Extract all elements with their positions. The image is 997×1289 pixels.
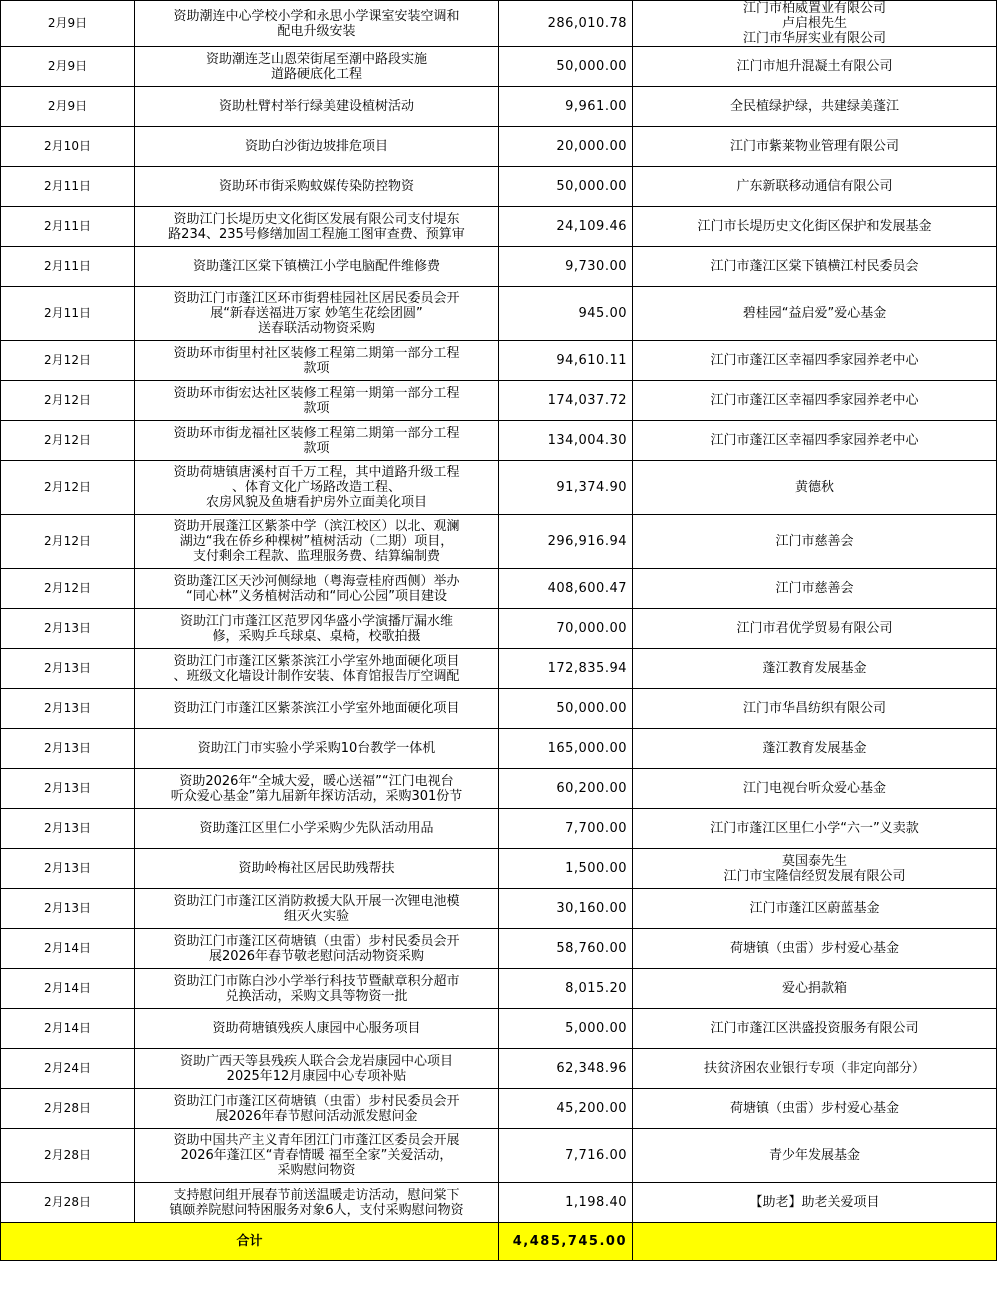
- project-cell: [135, 1129, 499, 1183]
- table-row: [1, 167, 997, 207]
- project-line: 展“新春送福进万家 妙笔生花绘团圆”: [210, 306, 423, 321]
- donor-cell: [633, 689, 997, 729]
- date-cell: 2月28日: [1, 1089, 135, 1129]
- amount-cell: 286,010.78: [499, 1, 633, 47]
- donor-line: 全民植绿护绿，共建绿美蓬江: [729, 99, 899, 114]
- donor-line: 蓬江教育发展基金: [762, 741, 867, 756]
- project-line: 听众爱心基金”第九届新年探访活动，采购301份节: [170, 788, 463, 804]
- table-row: [1, 569, 997, 609]
- amount-cell: 20,000.00: [499, 127, 633, 167]
- table-row: [1, 809, 997, 849]
- table-row: [1, 649, 997, 689]
- project-text: [139, 99, 494, 114]
- donor-line: 江门市蓬江区里仁小学“六一”义卖款: [710, 821, 919, 836]
- donor-line: 江门市蓬江区洪盛投资服务有限公司: [710, 1021, 919, 1036]
- donor-cell: [633, 569, 997, 609]
- donor-line: 江门电视台听众爱心基金: [742, 781, 886, 796]
- donor-cell: [633, 769, 997, 809]
- project-text: [139, 519, 494, 564]
- donor-line: 江门市旭升混凝土有限公司: [736, 59, 893, 74]
- table-row: [1, 1009, 997, 1049]
- project-cell: [135, 929, 499, 969]
- project-line: 资助环市街龙福社区装修工程第二期第一部分工程: [173, 425, 460, 441]
- date-cell: 2月11日: [1, 247, 135, 287]
- project-cell: [135, 87, 499, 127]
- total-amount: 4,485,745.00: [499, 1223, 633, 1261]
- table-row: [1, 341, 997, 381]
- project-text: [139, 654, 494, 684]
- table-row: [1, 929, 997, 969]
- project-line: 资助环市街宏达社区装修工程第一期第一部分工程: [173, 385, 460, 401]
- project-text: [139, 614, 494, 644]
- project-text: [139, 574, 494, 604]
- date-cell: 2月13日: [1, 609, 135, 649]
- table-row: [1, 689, 997, 729]
- amount-cell: 1,198.40: [499, 1183, 633, 1223]
- project-text: [139, 426, 494, 456]
- project-cell: [135, 167, 499, 207]
- project-cell: [135, 569, 499, 609]
- amount-cell: 50,000.00: [499, 167, 633, 207]
- donor-cell: [633, 47, 997, 87]
- project-cell: [135, 515, 499, 569]
- donor-line: 江门市华屏实业有限公司: [742, 31, 886, 46]
- table-body: [1, 1, 997, 1223]
- project-line: 展2026年春节慰问活动派发慰问金: [215, 1108, 418, 1124]
- project-line: 资助环市街里村社区装修工程第二期第一部分工程: [173, 345, 460, 361]
- project-text: [139, 861, 494, 876]
- project-text: [139, 465, 494, 510]
- date-cell: 2月14日: [1, 969, 135, 1009]
- project-line: “同心林”义务植树活动和“同心公园”项目建设: [186, 588, 447, 604]
- table-row: [1, 87, 997, 127]
- donor-line: 江门市宝隆信经贸发展有限公司: [723, 868, 906, 884]
- project-line: 、体育文化广场路改造工程、: [231, 480, 401, 495]
- table-row: [1, 1183, 997, 1223]
- project-line: 组灭火实验: [283, 908, 349, 924]
- project-line: 资助中国共产主义青年团江门市蓬江区委员会开展: [173, 1133, 460, 1148]
- donor-line: 江门市紫莱物业管理有限公司: [729, 139, 899, 154]
- project-line: 资助2026年“全城大爱，暖心送福”“江门电视台: [179, 773, 454, 789]
- total-blank: [633, 1223, 997, 1261]
- project-cell: [135, 609, 499, 649]
- project-line: 资助潮连中心学校小学和永思小学课室安装空调和: [173, 8, 460, 24]
- donor-line: 江门市蓬江区蔚蓝基金: [749, 901, 880, 916]
- project-cell: [135, 421, 499, 461]
- table-row: [1, 609, 997, 649]
- project-line: 资助荷塘镇残疾人康园中心服务项目: [212, 1021, 421, 1036]
- date-cell: 2月11日: [1, 207, 135, 247]
- donor-cell: [633, 87, 997, 127]
- project-line: 兑换活动，采购文具等物资一批: [225, 988, 408, 1004]
- date-cell: 2月14日: [1, 1009, 135, 1049]
- amount-cell: 91,374.90: [499, 461, 633, 515]
- project-text: [139, 701, 494, 716]
- donor-cell: [633, 127, 997, 167]
- table-row: [1, 421, 997, 461]
- project-line: 资助广西天等县残疾人联合会龙岩康园中心项目: [179, 1053, 453, 1069]
- project-text: [139, 291, 494, 336]
- date-cell: 2月12日: [1, 461, 135, 515]
- project-cell: [135, 809, 499, 849]
- project-line: 支持慰问组开展春节前送温暖走访活动，慰问棠下: [173, 1187, 460, 1203]
- project-line: 资助蓬江区棠下镇横江小学电脑配件维修费: [192, 259, 440, 274]
- project-text: [139, 1054, 494, 1084]
- project-text: [139, 774, 494, 804]
- donor-line: 江门市慈善会: [775, 581, 854, 596]
- project-line: 款项: [303, 360, 330, 376]
- table-row: [1, 1089, 997, 1129]
- project-line: 道路硬底化工程: [270, 66, 362, 82]
- project-line: 资助蓬江区天沙河侧绿地（粤海壹桂府西侧）举办: [173, 573, 460, 589]
- amount-cell: 8,015.20: [499, 969, 633, 1009]
- table-row: [1, 381, 997, 421]
- project-line: 资助江门市蓬江区消防救援大队开展一次锂电池模: [173, 893, 460, 909]
- project-text: [139, 894, 494, 924]
- date-cell: 2月13日: [1, 889, 135, 929]
- date-cell: 2月9日: [1, 47, 135, 87]
- amount-cell: 45,200.00: [499, 1089, 633, 1129]
- donor-cell: [633, 849, 997, 889]
- project-cell: [135, 461, 499, 515]
- date-cell: 2月12日: [1, 515, 135, 569]
- project-line: 资助杜臂村举行绿美建设植树活动: [218, 99, 414, 114]
- project-line: 资助开展蓬江区紫茶中学（滨江校区）以北、观澜: [173, 519, 460, 534]
- donor-line: 青少年发展基金: [768, 1148, 860, 1163]
- donor-cell: [633, 1, 997, 47]
- date-cell: 2月13日: [1, 689, 135, 729]
- project-line: 路234、235号修缮加固工程施工图审查费、预算审: [168, 226, 465, 242]
- table-row: [1, 127, 997, 167]
- donor-line: 黄德秋: [794, 480, 834, 495]
- donor-line: 江门市君优学贸易有限公司: [736, 621, 893, 636]
- project-line: 资助白沙街边坡排危项目: [244, 139, 388, 154]
- donor-cell: [633, 929, 997, 969]
- project-cell: [135, 341, 499, 381]
- donor-cell: [633, 207, 997, 247]
- project-line: 送春联活动物资采购: [257, 321, 375, 336]
- project-text: [139, 1133, 494, 1178]
- project-text: [139, 741, 494, 756]
- amount-cell: 5,000.00: [499, 1009, 633, 1049]
- project-cell: [135, 849, 499, 889]
- table-row: [1, 969, 997, 1009]
- project-line: 资助江门市蓬江区范罗冈华盛小学演播厅漏水维: [179, 613, 453, 629]
- date-cell: 2月12日: [1, 341, 135, 381]
- project-line: 资助蓬江区里仁小学采购少先队活动用品: [199, 821, 434, 836]
- project-line: 资助江门市蓬江区环市街碧桂园社区居民委员会开: [173, 291, 460, 306]
- date-cell: 2月10日: [1, 127, 135, 167]
- project-cell: [135, 247, 499, 287]
- project-line: 资助江门市蓬江区紫茶滨江小学室外地面硬化项目: [173, 653, 460, 669]
- date-cell: 2月12日: [1, 381, 135, 421]
- project-line: 修，采购乒乓球桌、桌椅，校歌拍摄: [212, 628, 421, 644]
- total-label: 合计: [1, 1223, 499, 1261]
- amount-cell: 9,961.00: [499, 87, 633, 127]
- project-line: 、班级文化墙设计制作安装、体育馆报告厅空调配: [173, 668, 460, 684]
- donor-line: 江门市慈善会: [775, 534, 854, 549]
- donor-line: 荷塘镇（虫雷）步村爱心基金: [729, 941, 899, 956]
- project-cell: [135, 207, 499, 247]
- donor-line: 江门市蓬江区幸福四季家园养老中心: [710, 393, 919, 408]
- project-cell: [135, 1183, 499, 1223]
- donor-cell: [633, 515, 997, 569]
- project-line: 支付剩余工程款、监理服务费、结算编制费: [192, 549, 440, 564]
- donor-cell: [633, 1183, 997, 1223]
- donor-cell: [633, 729, 997, 769]
- donor-cell: [633, 889, 997, 929]
- project-text: [139, 1188, 494, 1218]
- project-text: [139, 139, 494, 154]
- project-cell: [135, 1, 499, 47]
- project-text: [139, 259, 494, 274]
- donor-cell: [633, 341, 997, 381]
- project-cell: [135, 127, 499, 167]
- table-row: [1, 247, 997, 287]
- project-text: [139, 346, 494, 376]
- amount-cell: 7,716.00: [499, 1129, 633, 1183]
- donor-line: 【助老】助老关爱项目: [749, 1195, 880, 1210]
- amount-cell: 1,500.00: [499, 849, 633, 889]
- project-line: 配电升级安装: [277, 23, 356, 39]
- amount-cell: 174,037.72: [499, 381, 633, 421]
- project-text: [139, 821, 494, 836]
- project-text: [139, 179, 494, 194]
- amount-cell: 134,004.30: [499, 421, 633, 461]
- project-cell: [135, 287, 499, 341]
- amount-cell: 172,835.94: [499, 649, 633, 689]
- donor-line: 爱心捐款箱: [781, 981, 847, 996]
- table-row: [1, 769, 997, 809]
- project-text: [139, 1094, 494, 1124]
- project-cell: [135, 1009, 499, 1049]
- date-cell: 2月9日: [1, 87, 135, 127]
- date-cell: 2月13日: [1, 849, 135, 889]
- donor-cell: [633, 167, 997, 207]
- project-line: 展2026年春节敬老慰问活动物资采购: [208, 948, 425, 964]
- donor-cell: [633, 287, 997, 341]
- donor-cell: [633, 421, 997, 461]
- amount-cell: 50,000.00: [499, 689, 633, 729]
- date-cell: 2月11日: [1, 167, 135, 207]
- table-row: [1, 461, 997, 515]
- donor-line: 荷塘镇（虫雷）步村爱心基金: [729, 1101, 899, 1116]
- donor-line: 卢启根先生: [781, 16, 847, 31]
- project-line: 资助江门市蓬江区荷塘镇（虫雷）步村民委员会开: [173, 1093, 460, 1109]
- date-cell: 2月11日: [1, 287, 135, 341]
- donor-cell: [633, 809, 997, 849]
- project-line: 镇颐养院慰问特困服务对象6人，支付采购慰问物资: [169, 1202, 464, 1218]
- donor-line: 江门市柏威置业有限公司: [742, 1, 886, 16]
- donor-line: 广东新联移动通信有限公司: [736, 179, 893, 194]
- project-cell: [135, 381, 499, 421]
- project-line: 资助江门市蓬江区紫茶滨江小学室外地面硬化项目: [173, 701, 460, 716]
- project-line: 资助江门市实验小学采购10台教学一体机: [197, 741, 436, 756]
- project-cell: [135, 969, 499, 1009]
- date-cell: 2月28日: [1, 1129, 135, 1183]
- donor-cell: [633, 247, 997, 287]
- donor-cell: [633, 461, 997, 515]
- date-cell: 2月9日: [1, 1, 135, 47]
- project-cell: [135, 729, 499, 769]
- donor-cell: [633, 1129, 997, 1183]
- donor-cell: [633, 1089, 997, 1129]
- project-text: [139, 212, 494, 242]
- date-cell: 2月12日: [1, 569, 135, 609]
- amount-cell: 24,109.46: [499, 207, 633, 247]
- amount-cell: 58,760.00: [499, 929, 633, 969]
- amount-cell: 62,348.96: [499, 1049, 633, 1089]
- amount-cell: 9,730.00: [499, 247, 633, 287]
- project-line: 资助江门市陈白沙小学举行科技节暨献章积分超市: [173, 973, 460, 989]
- amount-cell: 296,916.94: [499, 515, 633, 569]
- project-line: 农房风貌及鱼塘看护房外立面美化项目: [205, 495, 427, 510]
- project-cell: [135, 1089, 499, 1129]
- table-row: [1, 1049, 997, 1089]
- date-cell: 2月12日: [1, 421, 135, 461]
- project-line: 资助荷塘镇唐溪村百千万工程，其中道路升级工程: [173, 465, 460, 480]
- donor-line: 江门市蓬江区棠下镇横江村民委员会: [710, 259, 919, 274]
- donor-cell: [633, 649, 997, 689]
- donor-cell: [633, 1049, 997, 1089]
- table-row: [1, 47, 997, 87]
- project-line: 款项: [303, 440, 330, 456]
- project-text: [139, 52, 494, 82]
- project-cell: [135, 889, 499, 929]
- table-row: [1, 287, 997, 341]
- project-line: 资助潮连芝山恩荣街尾至潮中路段实施: [205, 51, 427, 67]
- amount-cell: 165,000.00: [499, 729, 633, 769]
- donor-cell: [633, 969, 997, 1009]
- donor-line: 碧桂园“益启爱”爱心基金: [742, 306, 887, 321]
- date-cell: 2月24日: [1, 1049, 135, 1089]
- date-cell: 2月28日: [1, 1183, 135, 1223]
- amount-cell: 70,000.00: [499, 609, 633, 649]
- total-row: [1, 1223, 997, 1261]
- amount-cell: 50,000.00: [499, 47, 633, 87]
- project-line: 资助环市街采购蚊媒传染防控物资: [218, 179, 414, 194]
- project-line: 资助江门市蓬江区荷塘镇（虫雷）步村民委员会开: [173, 933, 460, 949]
- date-cell: 2月13日: [1, 769, 135, 809]
- project-line: 湖边“我在侨乡种棵树”植树活动（二期）项目，: [179, 534, 454, 549]
- table-row: [1, 207, 997, 247]
- project-cell: [135, 689, 499, 729]
- table-row: [1, 729, 997, 769]
- amount-cell: 60,200.00: [499, 769, 633, 809]
- donor-line: 蓬江教育发展基金: [762, 661, 867, 676]
- project-line: 采购慰问物资: [277, 1163, 356, 1178]
- project-line: 2026年蓬江区“青春情暖 福至全家”关爱活动，: [180, 1148, 453, 1163]
- project-line: 款项: [303, 400, 330, 416]
- project-line: 2025年12月康园中心专项补贴: [226, 1068, 407, 1084]
- amount-cell: 945.00: [499, 287, 633, 341]
- project-line: 资助岭梅社区居民助残帮扶: [238, 861, 395, 876]
- project-line: 资助江门长堤历史文化街区发展有限公司支付堤东: [173, 211, 460, 227]
- date-cell: 2月14日: [1, 929, 135, 969]
- project-cell: [135, 47, 499, 87]
- donor-line: 江门市长堤历史文化街区保护和发展基金: [697, 219, 932, 234]
- project-text: [139, 9, 494, 39]
- amount-cell: 30,160.00: [499, 889, 633, 929]
- donor-line: 江门市蓬江区幸福四季家园养老中心: [710, 433, 919, 448]
- donor-line: 江门市华昌纺织有限公司: [742, 701, 886, 716]
- amount-cell: 94,610.11: [499, 341, 633, 381]
- amount-cell: 7,700.00: [499, 809, 633, 849]
- table-row: [1, 515, 997, 569]
- project-text: [139, 1021, 494, 1036]
- table-row: [1, 1, 997, 47]
- date-cell: 2月13日: [1, 729, 135, 769]
- donor-line: 扶贫济困农业银行专项（非定向部分）: [703, 1061, 925, 1076]
- table-row: [1, 1129, 997, 1183]
- project-text: [139, 934, 494, 964]
- project-cell: [135, 649, 499, 689]
- donor-cell: [633, 1009, 997, 1049]
- donor-cell: [633, 381, 997, 421]
- table-row: [1, 889, 997, 929]
- table-row: [1, 849, 997, 889]
- donor-line: 莫国泰先生: [781, 853, 847, 869]
- date-cell: 2月13日: [1, 809, 135, 849]
- project-cell: [135, 769, 499, 809]
- amount-cell: 408,600.47: [499, 569, 633, 609]
- donor-cell: [633, 609, 997, 649]
- donor-line: 江门市蓬江区幸福四季家园养老中心: [710, 353, 919, 368]
- project-text: [139, 386, 494, 416]
- date-cell: 2月13日: [1, 649, 135, 689]
- project-cell: [135, 1049, 499, 1089]
- project-text: [139, 974, 494, 1004]
